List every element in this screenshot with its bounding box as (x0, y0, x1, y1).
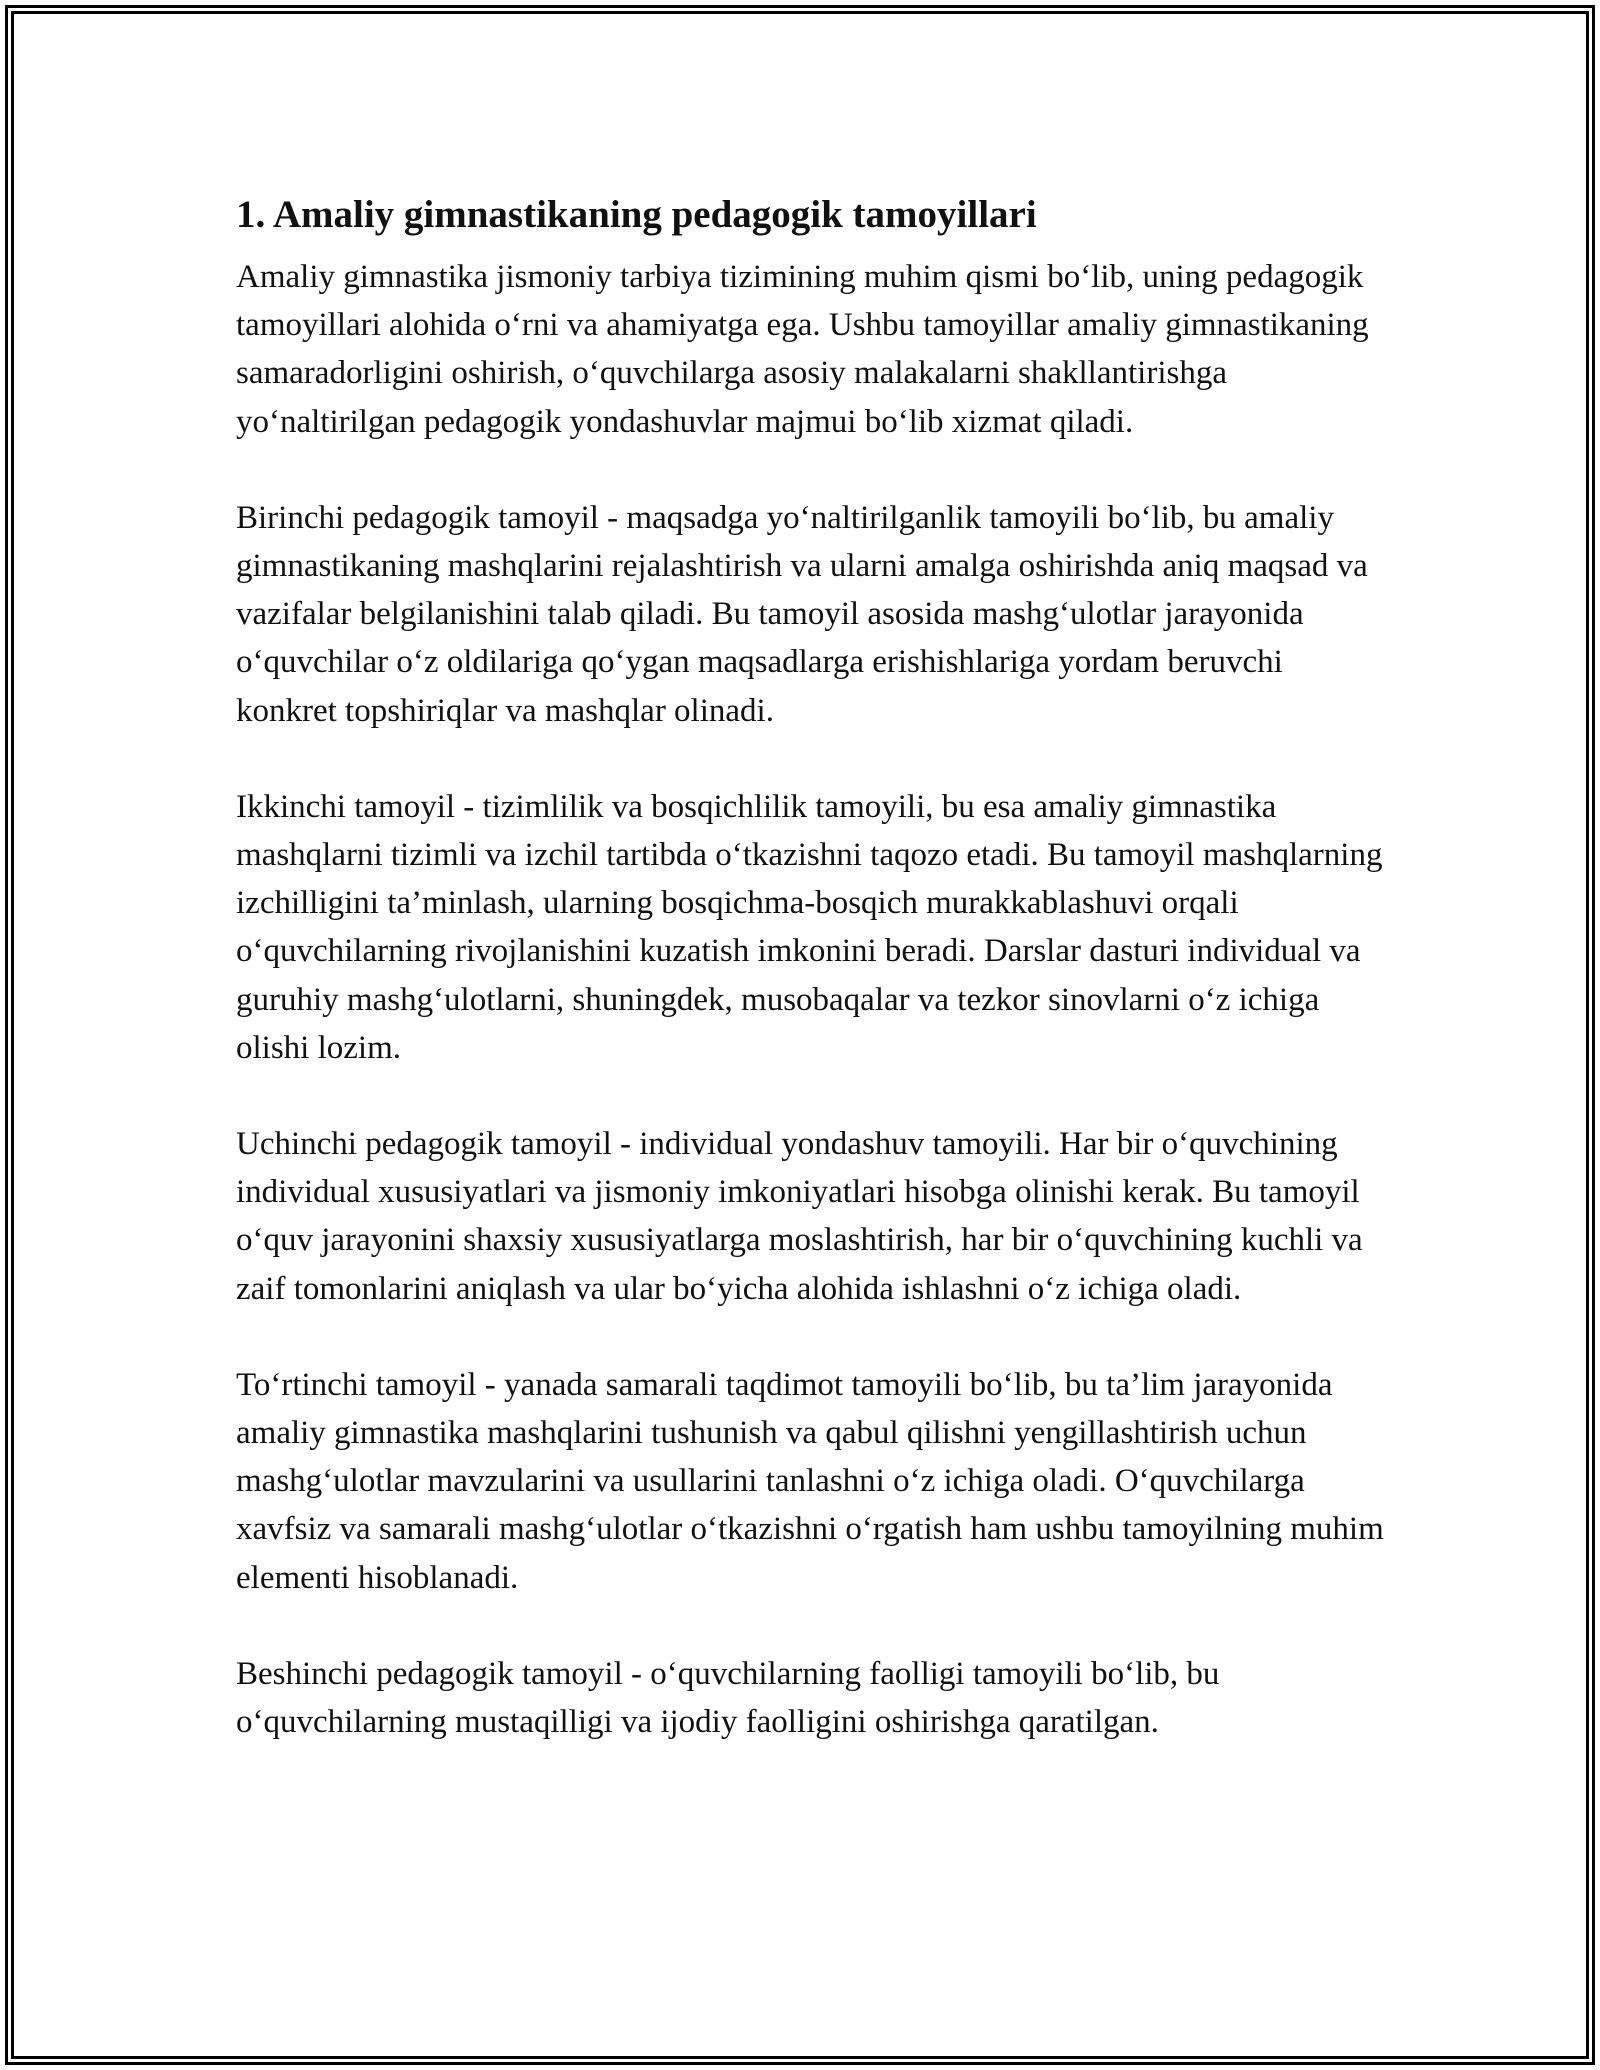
document-body (236, 185, 1386, 1794)
paragraph-second-principle: Ikkinchi tamoyil - tizimlilik va bosqichlilik tamoyili, bu esa amaliy gimnastika mashqlarni tizimli va izchil tartibda o‘tkazishni taqozo etadi. Bu tamoyil mashqlarning izchilligini ta’minlash, ularning bosqichma-bosqich murakkablashuvi orqali o‘quvchilarning rivojlanishini kuzatish imkonini beradi. Darslar dasturi individual va guruhiy mashg‘ulotlarni, shuningdek, musobaqalar va tezkor sinovlarni o‘z ichiga olishi lozim. (236, 788, 1383, 1066)
paragraph-fourth-principle: To‘rtinchi tamoyil - yanada samarali taqdimot tamoyili bo‘lib, bu ta’lim jarayonida amaliy gimnastika mashqlarini tushunish va qabul qilishni yengillashtirish uchun mashg‘ulotlar mavzularini va usullarini tanlashni o‘z ichiga oladi. O‘quvchilarga xavfsiz va samarali mashg‘ulotlar o‘tkazishni o‘rgatish ham ushbu tamoyilning muhim elementi hisoblanadi. (236, 1366, 1384, 1596)
paragraph-third-principle: Uchinchi pedagogik tamoyil - individual yondashuv tamoyili. Har bir o‘quvchining individual xususiyatlari va jismoniy imkoniyatlari hisobga olinishi kerak. Bu tamoyil o‘quv jarayonini shaxsiy xususiyatlarga moslashtirish, har bir o‘quvchining kuchli va zaif tomonlarini aniqlash va ular bo‘yicha alohida ishlashni o‘z ichiga oladi. (236, 1126, 1363, 1307)
section-heading: 1. Amaliy gimnastikaning pedagogik tamoyillari (236, 193, 1037, 236)
paragraph-intro: Amaliy gimnastika jismoniy tarbiya tizimining muhim qismi bo‘lib, uning pedagogik tamoyillari alohida o‘rni va ahamiyatga ega. Ushbu tamoyillar amaliy gimnastikaning samaradorligini oshirish, o‘quvchilarga asosiy malakalarni shakllantirishga yo‘naltirilgan pedagogik yondashuvlar majmui bo‘lib xizmat qiladi. (236, 259, 1369, 440)
paragraph-fifth-principle: Beshinchi pedagogik tamoyil - o‘quvchilarning faolligi tamoyili bo‘lib, bu o‘quvchilarning mustaqilligi va ijodiy faolligini oshirishga qaratilgan. (236, 1655, 1220, 1741)
paragraph-first-principle: Birinchi pedagogik tamoyil - maqsadga yo‘naltirilganlik tamoyili bo‘lib, bu amaliy gimnastikaning mashqlarini rejalashtirish va ularni amalga oshirishda aniq maqsad va vazifalar belgilanishini talab qiladi. Bu tamoyil asosida mashg‘ulotlar jarayonida o‘quvchilar o‘z oldilariga qo‘ygan maqsadlarga erishishlariga yordam beruvchi konkret topshiriqlar va mashqlar olinadi. (236, 499, 1368, 729)
